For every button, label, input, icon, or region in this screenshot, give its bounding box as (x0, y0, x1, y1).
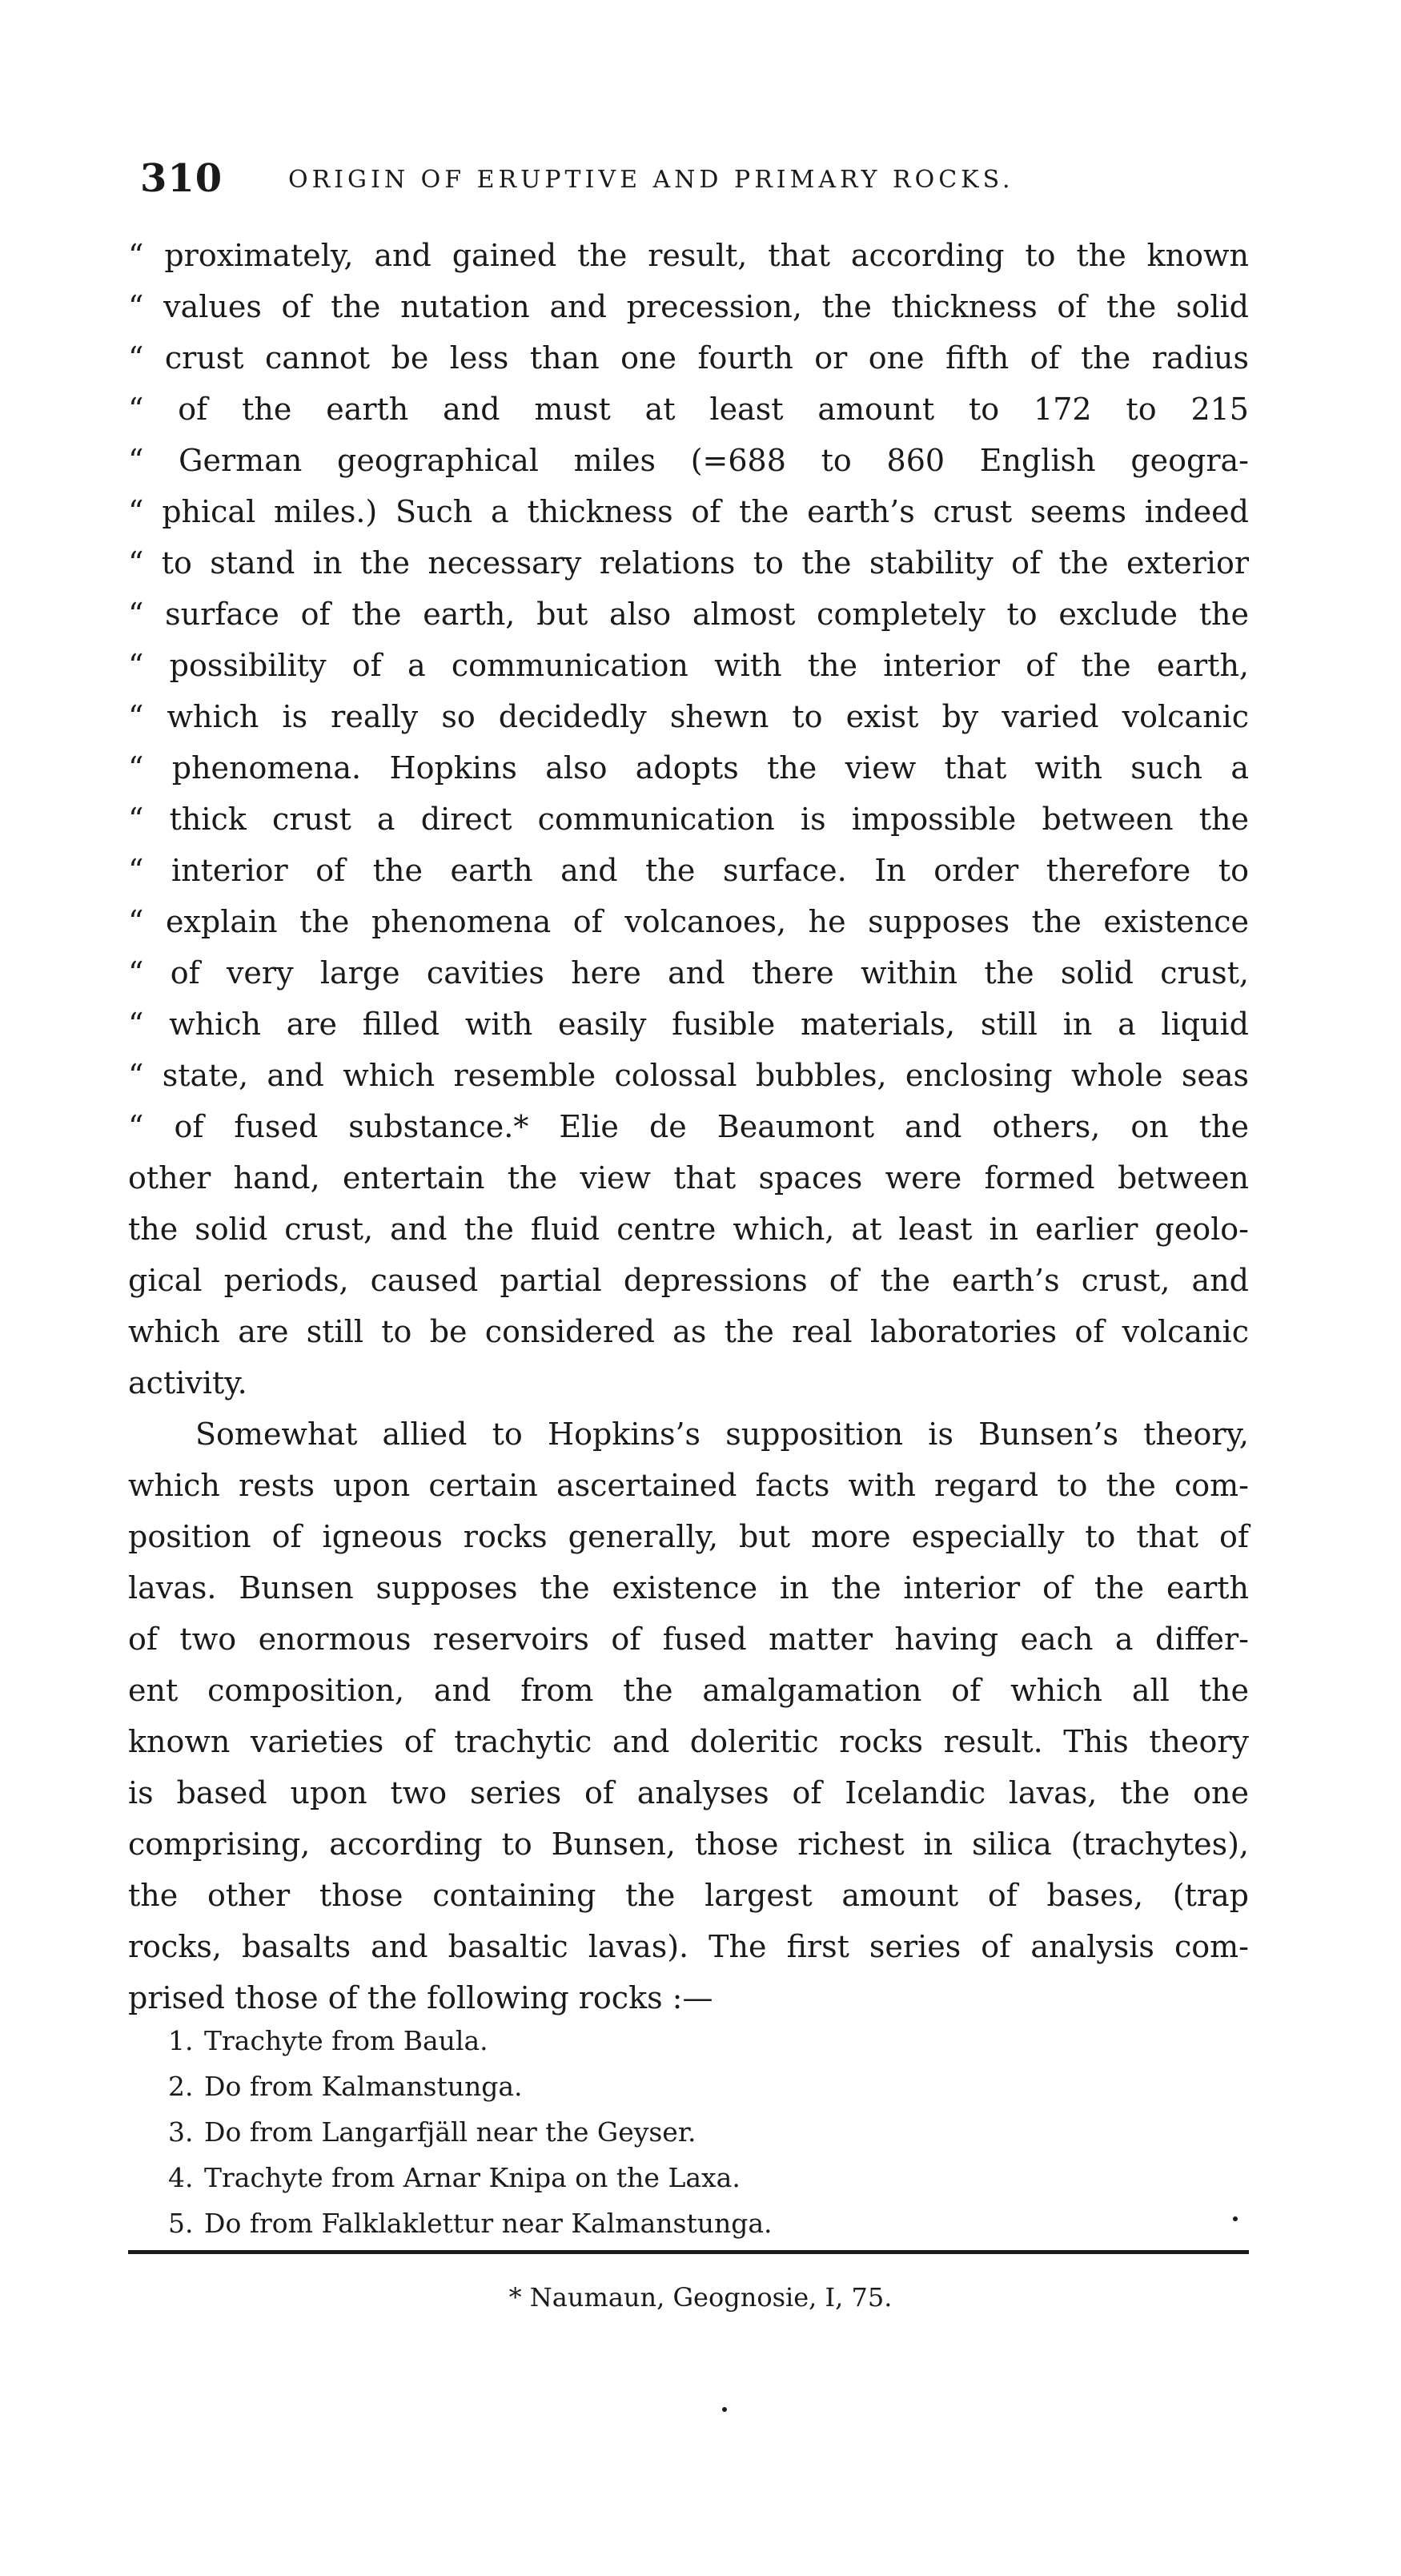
list-item-text: Do from Langarfjäll near the Geyser. (204, 2116, 696, 2148)
print-speck (1233, 2216, 1238, 2221)
text-line: “ thick crust a direct communication is impossible between the (128, 802, 1249, 837)
text-line: Somewhat allied to Hopkins’s supposition is Bunsen’s theory, (195, 1417, 1249, 1452)
text-line: “ surface of the earth, but also almost completely to exclude the (128, 597, 1249, 632)
text-line: which rests upon certain ascertained facts with regard to the com- (128, 1468, 1249, 1503)
text-line: which are still to be considered as the real laboratories of volcanic (128, 1314, 1249, 1349)
list-item-number: 3. (168, 2116, 194, 2148)
text-line: “ explain the phenomena of volcanoes, he supposes the existence (128, 904, 1249, 939)
text-line: rocks, basalts and basaltic lavas). The first series of analysis com- (128, 1929, 1249, 1964)
list-item-text: Do from Kalmanstunga. (204, 2071, 523, 2102)
print-speck (722, 2407, 727, 2412)
list-item (168, 2109, 1129, 2155)
list-item (168, 2018, 1129, 2064)
text-line: “ possibility of a communication with the interior of the earth, (128, 648, 1249, 683)
footnote-rule (128, 2250, 1249, 2254)
text-line: “ which are filled with easily fusible materials, still in a liquid (128, 1007, 1249, 1042)
page-header (140, 156, 1257, 204)
list-item (168, 2064, 1129, 2109)
text-line: “ crust cannot be less than one fourth or one fifth of the radius (128, 340, 1249, 376)
text-line: gical periods, caused partial depressions of the earth’s crust, and (128, 1263, 1249, 1298)
list-item-number: 5. (168, 2208, 194, 2239)
text-line: “ of very large cavities here and there within the solid crust, (128, 955, 1249, 991)
text-line: known varieties of trachytic and doleritic rocks result. This theory (128, 1724, 1249, 1759)
footnote: * Naumaun, Geognosie, I, 75. (508, 2282, 893, 2313)
text-line: “ phenomena. Hopkins also adopts the view that with such a (128, 750, 1249, 786)
text-line: “ interior of the earth and the surface. In order therefore to (128, 853, 1249, 888)
text-line: “ proximately, and gained the result, that according to the known (128, 238, 1249, 273)
text-line: is based upon two series of analyses of Icelandic lavas, the one (128, 1775, 1249, 1810)
rock-list (168, 2018, 1129, 2246)
text-line: “ of the earth and must at least amount to 172 to 215 (128, 392, 1249, 427)
text-line: the other those containing the largest amount of bases, (trap (128, 1878, 1249, 1913)
body-text (128, 230, 1249, 2023)
text-line: other hand, entertain the view that spaces were formed between (128, 1160, 1249, 1196)
list-item-text: Do from Falklaklettur near Kalmanstunga. (204, 2208, 773, 2239)
list-item-number: 1. (168, 2025, 194, 2056)
text-line: the solid crust, and the fluid centre which, at least in earlier geolo- (128, 1212, 1249, 1247)
text-line: prised those of the following rocks :— (128, 1980, 713, 2015)
text-line: “ state, and which resemble colossal bubbles, enclosing whole seas (128, 1058, 1249, 1093)
text-line: lavas. Bunsen supposes the existence in the interior of the earth (128, 1570, 1249, 1605)
text-line: “ values of the nutation and precession, the thickness of the solid (128, 289, 1249, 324)
text-line: “ of fused substance.* Elie de Beaumont and others, on the (128, 1109, 1249, 1144)
text-line: position of igneous rocks generally, but more especially to that of (128, 1519, 1249, 1554)
list-item (168, 2200, 1129, 2246)
text-line: “ to stand in the necessary relations to the stability of the exterior (128, 545, 1249, 581)
list-item (168, 2155, 1129, 2200)
text-line: “ German geographical miles (=688 to 860 English geogra- (128, 443, 1249, 478)
list-item-number: 4. (168, 2162, 194, 2193)
list-item-text: Trachyte from Arnar Knipa on the Laxa. (204, 2162, 741, 2193)
text-line: of two enormous reservoirs of fused matter having each a differ- (128, 1622, 1249, 1657)
running-head: ORIGIN OF ERUPTIVE AND PRIMARY ROCKS. (288, 166, 1014, 194)
text-line: ent composition, and from the amalgamation of which all the (128, 1673, 1249, 1708)
list-item-number: 2. (168, 2071, 194, 2102)
page-number: 310 (140, 156, 223, 201)
list-item-text: Trachyte from Baula. (204, 2025, 488, 2056)
text-line: “ which is really so decidedly shewn to exist by varied volcanic (128, 699, 1249, 734)
text-line: “ phical miles.) Such a thickness of the earth’s crust seems indeed (128, 494, 1249, 529)
text-line: activity. (128, 1365, 247, 1401)
text-line: comprising, according to Bunsen, those richest in silica (trachytes), (128, 1827, 1249, 1862)
